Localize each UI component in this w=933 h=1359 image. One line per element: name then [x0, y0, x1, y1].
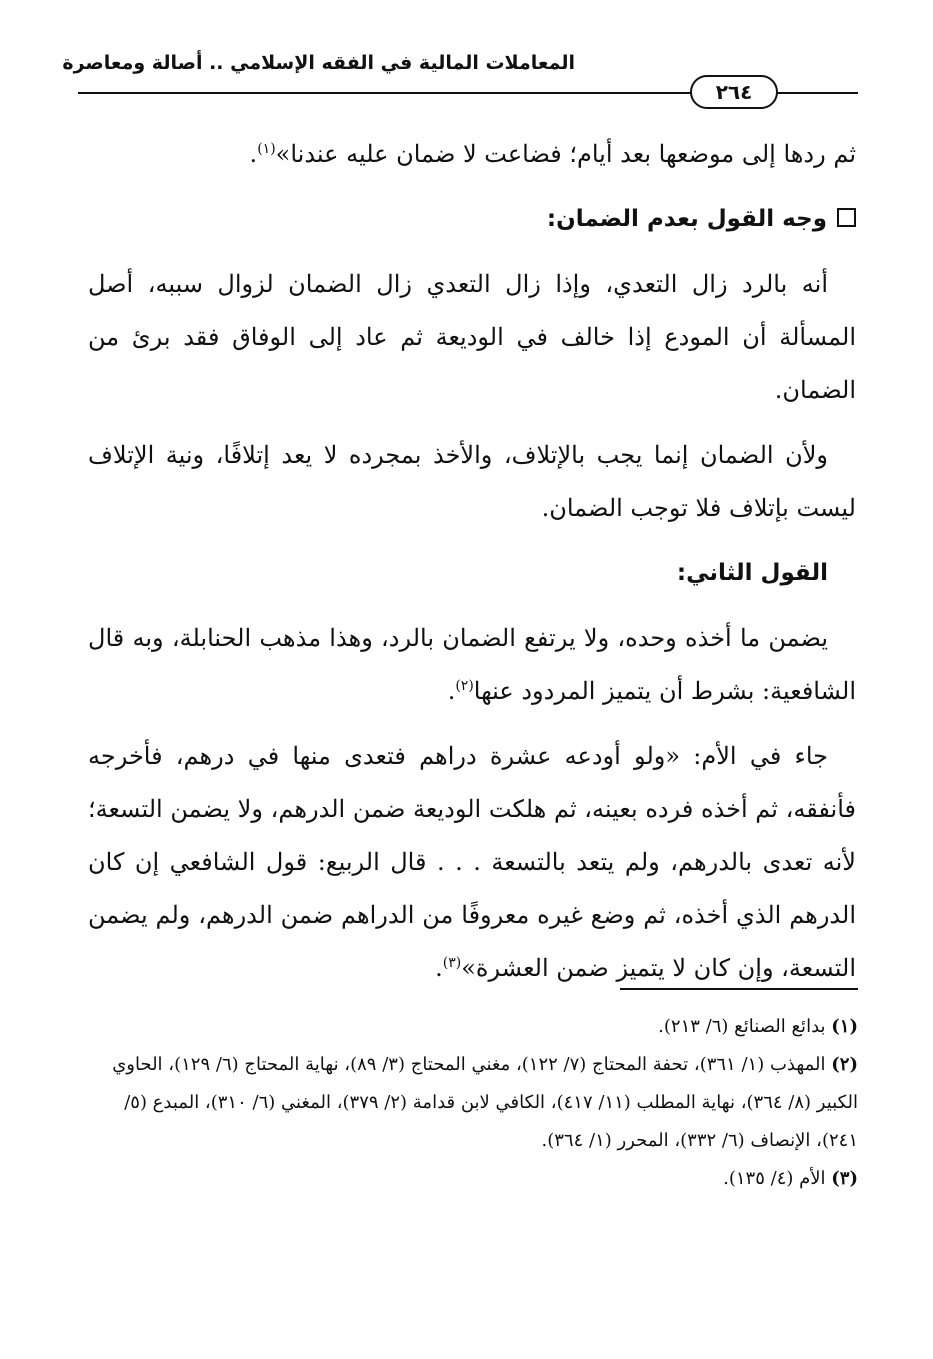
- paragraph-1: [88, 128, 856, 181]
- paragraph-5-quote: [88, 730, 856, 995]
- footnote: [88, 1160, 858, 1198]
- footnote-text: بدائع الصنائع (٦/ ٢١٣).: [658, 1016, 826, 1037]
- paragraph-4-text: يضمن ما أخذه وحده، ولا يرتفع الضمان بالرد، وهذا مذهب الحنابلة، وبه قال الشافعية: بشرط أن يتميز المردود عنها: [88, 624, 856, 705]
- section-heading: [88, 193, 856, 246]
- paragraph-2: أنه بالرد زال التعدي، وإذا زال التعدي زال الضمان لزوال سببه، أصل المسألة أن المودع إذا خالف في الوديعة ثم عاد إلى الوفاق فقد برئ من الضمان.: [88, 270, 856, 404]
- main-text: [88, 128, 856, 995]
- paragraph-4-end: .: [447, 677, 456, 705]
- footnotes: [88, 1008, 858, 1198]
- footnote-number: (٣): [831, 1168, 858, 1189]
- paragraph-5-end: .: [435, 954, 443, 982]
- checkbox-square-icon: [837, 208, 856, 227]
- running-header-title: المعاملات المالية في الفقه الإسلامي .. أصالة ومعاصرة: [62, 52, 575, 74]
- footnote-number: (٢): [831, 1054, 858, 1075]
- footnote-ref-2: (٢): [455, 678, 474, 694]
- paragraph-4: [88, 612, 856, 718]
- footnote-text: المهذب (١/ ٣٦١)، تحفة المحتاج (٧/ ١٢٢)، مغني المحتاج (٣/ ٨٩)، نهاية المحتاج (٦/ ١٢٩)، الحاوي الكبير (٨/ ٣٦٤)، نهاية المطلب (١١/ ٤١٧)، الكافي لابن قدامة (٢/ ٣٧٩)، المغني (٦/ ٣١٠)، المبدع (٥/ ٢٤١)، الإنصاف (٦/ ٣٣٢)، المحرر (١/ ٣٦٤).: [112, 1054, 858, 1151]
- footnote: [88, 1046, 858, 1160]
- paragraph-3: ولأن الضمان إنما يجب بالإتلاف، والأخذ بمجرده لا يعد إتلافًا، ونية الإتلاف ليست بإتلاف فلا توجب الضمان.: [88, 441, 856, 522]
- footnote-text: الأم (٤/ ١٣٥).: [723, 1168, 826, 1189]
- footnote-ref-1: (١): [257, 141, 276, 157]
- footnote: [88, 1008, 858, 1046]
- second-opinion-heading: القول الثاني:: [676, 560, 828, 586]
- paragraph-5-text: جاء في الأم: «ولو أودعه عشرة دراهم فتعدى منها في درهم، فأخرجه فأنفقه، ثم أخذه فرده بعينه، ثم هلكت الوديعة ضمن الدرهم، ولا يضمن التسعة؛ لأنه تعدى بالدرهم، ولم يتعد بالتسعة . . . قال الربيع: قول الشافعي إن كان الدرهم الذي أخذه، ثم وضع غيره معروفًا من الدراهم ضمن الدرهم، ولم يضمن التسعة، وإن كان لا يتميز ضمن العشرة»: [88, 742, 856, 982]
- paragraph-1-end: .: [249, 140, 258, 168]
- footnote-separator: [620, 988, 858, 990]
- footnote-ref-3: (٣): [442, 955, 462, 971]
- section-heading-text: وجه القول بعدم الضمان:: [546, 206, 827, 232]
- paragraph-1-text: ثم ردها إلى موضعها بعد أيام؛ فضاعت لا ضمان عليه عندنا»: [275, 140, 856, 168]
- page-number-badge: ٢٦٤: [690, 75, 778, 109]
- footnote-number: (١): [831, 1016, 858, 1037]
